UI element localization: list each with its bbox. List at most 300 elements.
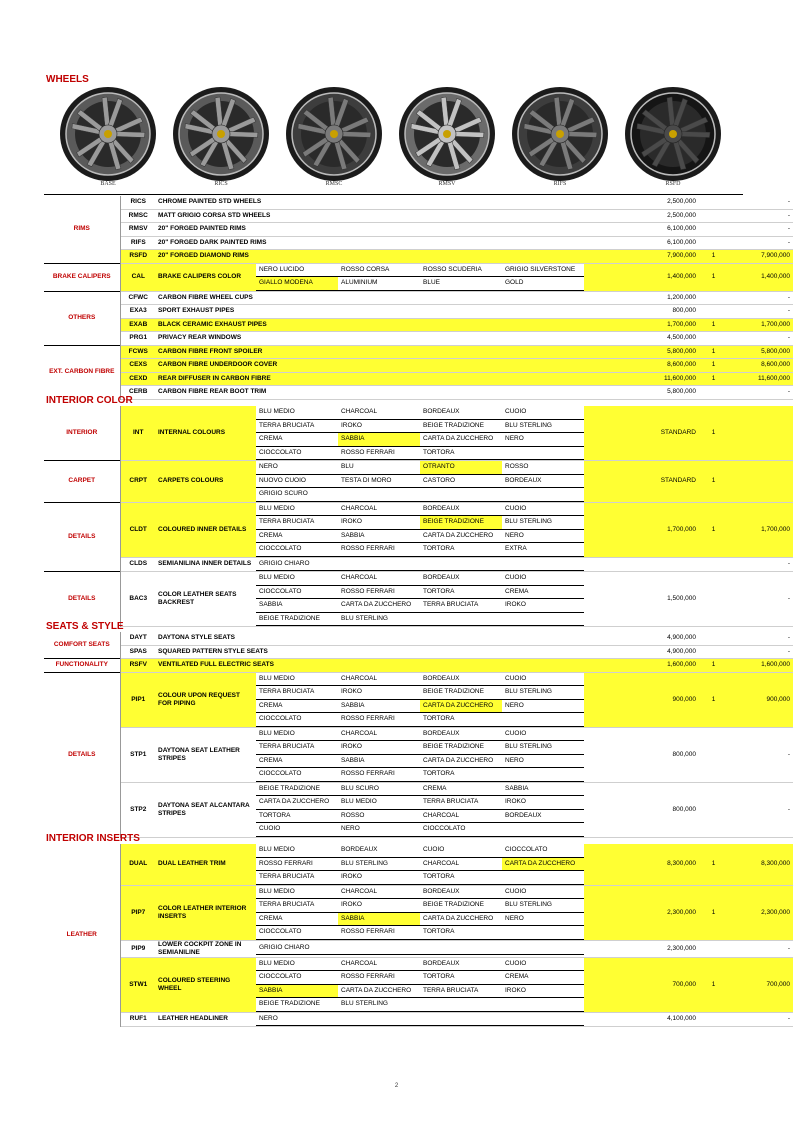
color-empty: [338, 1013, 420, 1027]
group-label: DETAILS: [44, 502, 120, 572]
color-option[interactable]: TORTORA: [256, 810, 338, 824]
color-option[interactable]: BORDEAUX: [420, 728, 502, 742]
color-option[interactable]: CARTA DA ZUCCHERO: [420, 755, 502, 769]
color-option[interactable]: CREMA: [502, 586, 584, 600]
color-option[interactable]: ALUMINIUM: [338, 277, 420, 291]
color-option[interactable]: GRIGIO SCURO: [256, 488, 338, 502]
color-option[interactable]: EXTRA: [502, 543, 584, 557]
color-option[interactable]: GRIGIO SILVERSTONE: [502, 264, 584, 278]
color-option[interactable]: BORDEAUX: [420, 673, 502, 687]
color-option[interactable]: OTRANTO: [420, 461, 502, 475]
option-quantity[interactable]: 1: [700, 672, 727, 727]
option-description: SEMIANILINA INNER DETAILS: [156, 557, 256, 572]
color-option[interactable]: BEIGE TRADIZIONE: [420, 516, 502, 530]
color-option[interactable]: TESTA DI MORO: [338, 475, 420, 489]
section-title-wheels: WHEELS: [46, 74, 89, 85]
option-code: FCWS: [120, 345, 156, 359]
color-option[interactable]: SABBIA: [502, 783, 584, 797]
option-price: 2,500,000: [636, 196, 700, 209]
table-row: [44, 196, 793, 209]
option-quantity[interactable]: [700, 1012, 727, 1027]
color-option[interactable]: CUOIO: [420, 844, 502, 858]
option-quantity[interactable]: [700, 645, 727, 659]
color-option[interactable]: CREMA: [256, 913, 338, 927]
option-price: 6,100,000: [636, 223, 700, 237]
color-option[interactable]: BLU STERLING: [502, 420, 584, 434]
option-price: 1,500,000: [636, 572, 700, 627]
table-row: [44, 659, 793, 673]
option-description: DAYTONA SEAT LEATHER STRIPES: [156, 727, 256, 782]
color-option[interactable]: TERRA BRUCIATA: [256, 741, 338, 755]
color-option[interactable]: IROKO: [338, 899, 420, 913]
color-option[interactable]: ROSSO FERRARI: [338, 447, 420, 461]
wheel-image-rmsv: [397, 86, 497, 190]
color-option[interactable]: CASTORO: [420, 475, 502, 489]
color-option[interactable]: BLU STERLING: [338, 858, 420, 872]
option-quantity[interactable]: [700, 572, 727, 627]
option-quantity[interactable]: [700, 782, 727, 837]
color-empty: [338, 558, 420, 572]
color-option[interactable]: CIOCCOLATO: [256, 926, 338, 940]
color-option[interactable]: CUOIO: [502, 886, 584, 900]
color-empty: [502, 558, 584, 572]
color-option[interactable]: BORDEAUX: [502, 810, 584, 824]
color-option[interactable]: SABBIA: [338, 530, 420, 544]
color-option[interactable]: NERO: [502, 433, 584, 447]
color-option[interactable]: CHARCOAL: [338, 406, 420, 420]
color-option[interactable]: BORDEAUX: [420, 406, 502, 420]
option-quantity[interactable]: 1: [700, 885, 727, 940]
color-option[interactable]: ROSSO SCUDERIA: [420, 264, 502, 278]
table-row: [44, 844, 793, 885]
option-quantity[interactable]: 1: [700, 406, 727, 461]
color-option[interactable]: ROSSO FERRARI: [338, 586, 420, 600]
option-description: BLACK CERAMIC EXHAUST PIPES: [156, 318, 636, 332]
table-row: [44, 223, 793, 237]
color-option[interactable]: BEIGE TRADIZIONE: [256, 783, 338, 797]
color-grid: [256, 1013, 636, 1027]
color-option[interactable]: BLU MEDIO: [256, 728, 338, 742]
color-option[interactable]: CHARCOAL: [338, 572, 420, 586]
color-option[interactable]: NERO LUCIDO: [256, 264, 338, 278]
color-option[interactable]: BLU STERLING: [502, 516, 584, 530]
color-option[interactable]: BLU MEDIO: [256, 886, 338, 900]
color-option[interactable]: SABBIA: [256, 985, 338, 999]
wheel-caption: RSFD: [665, 181, 681, 187]
option-price: 4,500,000: [636, 332, 700, 346]
option-code: INT: [120, 406, 156, 461]
color-option[interactable]: TORTORA: [420, 768, 502, 782]
color-option[interactable]: ROSSO FERRARI: [338, 971, 420, 985]
group-label: DETAILS: [44, 572, 120, 627]
option-code: SPAS: [120, 645, 156, 659]
color-option[interactable]: CUOIO: [502, 503, 584, 517]
option-price: 7,900,000: [636, 250, 700, 264]
option-price: 2,500,000: [636, 209, 700, 223]
table-row: [44, 263, 793, 291]
color-option[interactable]: BLU SCURO: [338, 783, 420, 797]
group-label: FUNCTIONALITY: [44, 659, 120, 673]
color-option[interactable]: SABBIA: [338, 700, 420, 714]
wheel-caption: RMSC: [325, 181, 343, 187]
color-option[interactable]: CREMA: [256, 700, 338, 714]
color-option[interactable]: TORTORA: [420, 586, 502, 600]
color-option[interactable]: BORDEAUX: [420, 958, 502, 972]
option-quantity[interactable]: 1: [700, 461, 727, 503]
color-option[interactable]: IROKO: [338, 420, 420, 434]
option-description: INTERNAL COLOURS: [156, 406, 256, 461]
color-grid: [256, 958, 636, 1012]
group-label: CARPET: [44, 461, 120, 503]
color-grid: [256, 673, 636, 727]
color-option[interactable]: BLU MEDIO: [338, 796, 420, 810]
table-row: [44, 940, 793, 957]
color-option[interactable]: IROKO: [338, 741, 420, 755]
option-description: CARBON FIBRE UNDERDOOR COVER: [156, 359, 636, 373]
option-description: CARBON FIBRE REAR BOOT TRIM: [156, 386, 636, 400]
color-option[interactable]: BLU STERLING: [502, 741, 584, 755]
option-quantity[interactable]: 1: [700, 359, 727, 373]
option-code: EXAB: [120, 318, 156, 332]
color-option[interactable]: IROKO: [502, 599, 584, 613]
color-empty: [420, 998, 502, 1012]
color-option[interactable]: TORTORA: [420, 926, 502, 940]
color-option[interactable]: IROKO: [338, 516, 420, 530]
option-description: DAYTONA STYLE SEATS: [156, 632, 636, 645]
wheel-image-rics: [171, 86, 271, 190]
color-choices: [256, 672, 636, 727]
color-option[interactable]: BLU MEDIO: [256, 572, 338, 586]
option-total: -: [727, 572, 793, 627]
color-option[interactable]: CHARCOAL: [338, 886, 420, 900]
option-code: PIP7: [120, 885, 156, 940]
option-code: CFWC: [120, 291, 156, 305]
option-total: 900,000: [727, 672, 793, 727]
color-option[interactable]: CUOIO: [502, 406, 584, 420]
option-quantity[interactable]: [700, 332, 727, 346]
color-option[interactable]: TERRA BRUCIATA: [256, 686, 338, 700]
color-option[interactable]: GOLD: [502, 277, 584, 291]
option-code: DUAL: [120, 844, 156, 885]
group-label: COMFORT SEATS: [44, 632, 120, 659]
option-quantity[interactable]: 1: [700, 263, 727, 291]
option-quantity[interactable]: 1: [700, 957, 727, 1012]
color-option[interactable]: BEIGE TRADIZIONE: [420, 741, 502, 755]
color-option[interactable]: BLU MEDIO: [256, 673, 338, 687]
color-empty: [502, 613, 584, 627]
option-description: 20" FORGED PAINTED RIMS: [156, 223, 636, 237]
option-total: -: [727, 1012, 793, 1027]
color-option[interactable]: NERO: [256, 461, 338, 475]
color-option[interactable]: BEIGE TRADIZIONE: [256, 613, 338, 627]
option-code: RMSV: [120, 223, 156, 237]
color-grid: [256, 503, 636, 557]
color-grid: [256, 461, 636, 502]
color-option[interactable]: CARTA DA ZUCCHERO: [502, 858, 584, 872]
color-option[interactable]: CIOCCOLATO: [502, 844, 584, 858]
color-option[interactable]: TERRA BRUCIATA: [420, 985, 502, 999]
option-quantity[interactable]: [700, 632, 727, 645]
color-option[interactable]: NERO: [502, 755, 584, 769]
option-description: DAYTONA SEAT ALCANTARA STRIPES: [156, 782, 256, 837]
color-option[interactable]: CIOCCOLATO: [256, 447, 338, 461]
option-description: MATT GRIGIO CORSA STD WHEELS: [156, 209, 636, 223]
color-option[interactable]: IROKO: [502, 985, 584, 999]
color-option[interactable]: ROSSO: [338, 810, 420, 824]
color-option[interactable]: TORTORA: [420, 971, 502, 985]
color-grid: [256, 558, 636, 572]
option-quantity[interactable]: [700, 196, 727, 209]
option-quantity[interactable]: 1: [700, 250, 727, 264]
color-option[interactable]: CIOCCOLATO: [256, 768, 338, 782]
option-quantity[interactable]: 1: [700, 318, 727, 332]
color-option[interactable]: TORTORA: [420, 713, 502, 727]
option-code: PIP9: [120, 940, 156, 957]
color-option[interactable]: CHARCOAL: [338, 503, 420, 517]
color-option[interactable]: NERO: [502, 913, 584, 927]
color-option[interactable]: ROSSO FERRARI: [338, 768, 420, 782]
option-total: 2,300,000: [727, 885, 793, 940]
option-quantity[interactable]: [700, 209, 727, 223]
color-option[interactable]: TORTORA: [420, 543, 502, 557]
wheel-image-base: [58, 86, 158, 190]
color-option[interactable]: CARTA DA ZUCCHERO: [338, 599, 420, 613]
option-price: 800,000: [636, 782, 700, 837]
group-label: EXT. CARBON FIBRE: [44, 345, 120, 399]
color-empty: [420, 1013, 502, 1027]
color-option[interactable]: BORDEAUX: [420, 886, 502, 900]
color-option[interactable]: GRIGIO CHIARO: [256, 942, 338, 956]
option-quantity[interactable]: [700, 557, 727, 572]
table-row: [44, 461, 793, 503]
option-total: 5,800,000: [727, 345, 793, 359]
color-choices: [256, 406, 636, 461]
color-option[interactable]: ROSSO FERRARI: [338, 926, 420, 940]
option-quantity[interactable]: [700, 291, 727, 305]
table-row: [44, 250, 793, 264]
color-choices: [256, 461, 636, 503]
color-choices: [256, 557, 636, 572]
color-option[interactable]: BLU MEDIO: [256, 503, 338, 517]
color-option[interactable]: CREMA: [420, 783, 502, 797]
table-row: [44, 632, 793, 645]
color-option[interactable]: CARTA DA ZUCCHERO: [420, 913, 502, 927]
color-option[interactable]: ROSSO FERRARI: [338, 543, 420, 557]
option-quantity[interactable]: [700, 305, 727, 319]
color-option[interactable]: TERRA BRUCIATA: [256, 516, 338, 530]
color-option[interactable]: IROKO: [338, 686, 420, 700]
color-option[interactable]: NERO: [256, 1013, 338, 1027]
color-option[interactable]: ROSSO FERRARI: [256, 858, 338, 872]
color-option[interactable]: IROKO: [502, 796, 584, 810]
color-option[interactable]: BEIGE TRADIZIONE: [256, 998, 338, 1012]
color-option[interactable]: CARTA DA ZUCCHERO: [420, 700, 502, 714]
color-option[interactable]: CARTA DA ZUCCHERO: [420, 433, 502, 447]
wheel-caption: BASE: [100, 181, 116, 187]
color-empty: [420, 558, 502, 572]
divider: [44, 194, 743, 195]
color-option[interactable]: TERRA BRUCIATA: [256, 871, 338, 885]
color-option[interactable]: CARTA DA ZUCCHERO: [420, 530, 502, 544]
color-grid: [256, 264, 636, 291]
color-option[interactable]: CREMA: [256, 433, 338, 447]
color-option[interactable]: CUOIO: [502, 728, 584, 742]
option-total: -: [727, 727, 793, 782]
color-option[interactable]: CHARCOAL: [338, 958, 420, 972]
color-option[interactable]: BLUE: [420, 277, 502, 291]
option-quantity[interactable]: 1: [700, 659, 727, 673]
color-option[interactable]: CREMA: [256, 755, 338, 769]
color-option[interactable]: CUOIO: [502, 572, 584, 586]
color-option[interactable]: NERO: [502, 700, 584, 714]
color-option[interactable]: NUOVO CUOIO: [256, 475, 338, 489]
option-quantity[interactable]: 1: [700, 345, 727, 359]
color-option[interactable]: CHARCOAL: [338, 728, 420, 742]
color-option[interactable]: BORDEAUX: [420, 572, 502, 586]
color-option[interactable]: CIOCCOLATO: [256, 713, 338, 727]
color-option[interactable]: CUOIO: [256, 823, 338, 837]
color-option[interactable]: CHARCOAL: [420, 810, 502, 824]
color-option[interactable]: TERRA BRUCIATA: [256, 420, 338, 434]
table-row: [44, 782, 793, 837]
color-grid: [256, 406, 636, 460]
interior-inserts-table: [44, 844, 793, 1027]
option-price: [636, 557, 700, 572]
color-empty: [502, 768, 584, 782]
option-price: 5,800,000: [636, 386, 700, 400]
color-option[interactable]: BLU STERLING: [338, 998, 420, 1012]
color-option[interactable]: CHARCOAL: [338, 673, 420, 687]
color-option[interactable]: SABBIA: [338, 433, 420, 447]
color-option[interactable]: BLU MEDIO: [256, 958, 338, 972]
color-option[interactable]: BORDEAUX: [502, 475, 584, 489]
color-option[interactable]: BLU MEDIO: [256, 406, 338, 420]
option-code: BAC3: [120, 572, 156, 627]
option-description: CHROME PAINTED STD WHEELS: [156, 196, 636, 209]
table-row: [44, 332, 793, 346]
color-grid: [256, 783, 636, 837]
option-code: RIFS: [120, 236, 156, 250]
option-price: STANDARD: [636, 406, 700, 461]
color-option[interactable]: CREMA: [502, 971, 584, 985]
option-quantity[interactable]: [700, 940, 727, 957]
color-option[interactable]: BLU STERLING: [502, 899, 584, 913]
color-empty: [338, 488, 420, 502]
color-option[interactable]: ROSSO CORSA: [338, 264, 420, 278]
color-option[interactable]: TERRA BRUCIATA: [420, 796, 502, 810]
color-empty: [502, 926, 584, 940]
color-option[interactable]: TERRA BRUCIATA: [420, 599, 502, 613]
group-label: RIMS: [44, 196, 120, 263]
option-description: COLOR LEATHER SEATS BACKREST: [156, 572, 256, 627]
option-code: RUF1: [120, 1012, 156, 1027]
color-empty: [502, 1013, 584, 1027]
color-option[interactable]: GIALLO MODENA: [256, 277, 338, 291]
option-description: REAR DIFFUSER IN CARBON FIBRE: [156, 372, 636, 386]
wheel-caption: RIFS: [553, 181, 567, 187]
color-option[interactable]: BORDEAUX: [338, 844, 420, 858]
color-option[interactable]: CHARCOAL: [420, 858, 502, 872]
color-option[interactable]: SABBIA: [256, 599, 338, 613]
group-label: BRAKE CALIPERS: [44, 263, 120, 291]
option-code: CRPT: [120, 461, 156, 503]
table-row: [44, 209, 793, 223]
option-quantity[interactable]: [700, 386, 727, 400]
option-quantity[interactable]: 1: [700, 502, 727, 557]
color-option[interactable]: CUOIO: [502, 958, 584, 972]
option-quantity[interactable]: [700, 727, 727, 782]
color-option[interactable]: GRIGIO CHIARO: [256, 558, 338, 572]
option-price: 6,100,000: [636, 236, 700, 250]
section-title-interior-inserts: INTERIOR INSERTS: [46, 833, 140, 844]
color-option[interactable]: CARTA DA ZUCCHERO: [256, 796, 338, 810]
color-choices: [256, 940, 636, 957]
table-row: [44, 386, 793, 400]
option-price: 1,700,000: [636, 318, 700, 332]
color-option[interactable]: CUOIO: [502, 673, 584, 687]
color-option[interactable]: TERRA BRUCIATA: [256, 899, 338, 913]
color-option[interactable]: BLU STERLING: [338, 613, 420, 627]
option-total: -: [727, 782, 793, 837]
option-description: CARBON FIBRE FRONT SPOILER: [156, 345, 636, 359]
option-price: 900,000: [636, 672, 700, 727]
table-row: [44, 291, 793, 305]
option-description: DUAL LEATHER TRIM: [156, 844, 256, 885]
option-quantity[interactable]: [700, 236, 727, 250]
color-option[interactable]: BLU: [338, 461, 420, 475]
color-choices: [256, 572, 636, 627]
option-quantity[interactable]: 1: [700, 844, 727, 885]
color-option[interactable]: NERO: [338, 823, 420, 837]
color-option[interactable]: BEIGE TRADIZIONE: [420, 420, 502, 434]
color-option[interactable]: IROKO: [338, 871, 420, 885]
color-option[interactable]: CIOCCOLATO: [256, 543, 338, 557]
option-description: 20" FORGED DIAMOND RIMS: [156, 250, 636, 264]
option-price: 1,400,000: [636, 263, 700, 291]
color-option[interactable]: ROSSO FERRARI: [338, 713, 420, 727]
color-grid: [256, 572, 636, 626]
color-option[interactable]: CIOCCOLATO: [256, 586, 338, 600]
color-choices: [256, 727, 636, 782]
color-option[interactable]: CIOCCOLATO: [420, 823, 502, 837]
option-code: RMSC: [120, 209, 156, 223]
color-option[interactable]: CARTA DA ZUCCHERO: [338, 985, 420, 999]
color-option[interactable]: TORTORA: [420, 871, 502, 885]
color-option[interactable]: NERO: [502, 530, 584, 544]
color-option[interactable]: ROSSO: [502, 461, 584, 475]
color-option[interactable]: SABBIA: [338, 913, 420, 927]
color-option[interactable]: CREMA: [256, 530, 338, 544]
option-code: PRG1: [120, 332, 156, 346]
option-description: COLOURED INNER DETAILS: [156, 502, 256, 557]
color-option[interactable]: BLU STERLING: [502, 686, 584, 700]
option-description: COLOUR UPON REQUEST FOR PIPING: [156, 672, 256, 727]
option-code: PIP1: [120, 672, 156, 727]
option-price: 2,300,000: [636, 940, 700, 957]
option-quantity[interactable]: 1: [700, 372, 727, 386]
color-option[interactable]: BLU MEDIO: [256, 844, 338, 858]
option-quantity[interactable]: [700, 223, 727, 237]
color-option[interactable]: BEIGE TRADIZIONE: [420, 899, 502, 913]
color-choices: [256, 502, 636, 557]
color-option[interactable]: BORDEAUX: [420, 503, 502, 517]
color-option[interactable]: CIOCCOLATO: [256, 971, 338, 985]
color-empty: [420, 942, 502, 956]
color-option[interactable]: SABBIA: [338, 755, 420, 769]
option-total: 1,700,000: [727, 502, 793, 557]
color-option[interactable]: TORTORA: [420, 447, 502, 461]
color-option[interactable]: BEIGE TRADIZIONE: [420, 686, 502, 700]
